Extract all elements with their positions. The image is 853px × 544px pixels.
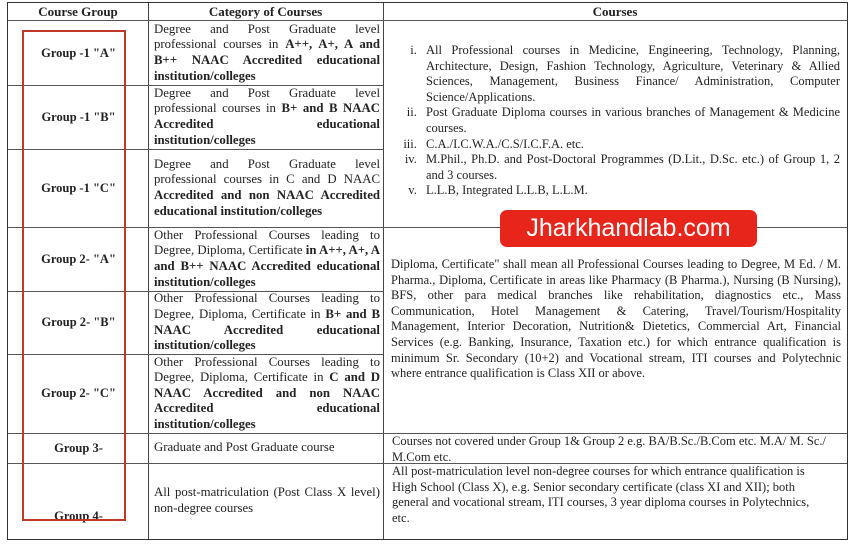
category-cell (154, 463, 380, 539)
group-label: Group 4- (54, 508, 103, 523)
category-text: Degree and Post Graduate level professional courses in C and D NAAC (154, 156, 380, 187)
header-courses: Courses (592, 4, 638, 19)
category-text: Degree and Post Graduate level professional courses in (154, 21, 380, 52)
courses-group4-cell: All post-matriculation level non-degree courses for which entrance qualification is High School (Class X), e.g. Senior secondary certificate (class XI and XII); both general and vocational stream, ITI courses, 3 year diploma courses in Polytechnics, etc. (392, 464, 810, 525)
category-text: Degree and Post Graduate level professional courses in (154, 85, 380, 116)
course-list-item: ii. Post Graduate Diploma courses in various branches of Management & Medicine courses. (420, 105, 840, 136)
courses-group2-cell: Diploma, Certificate" shall mean all Professional Courses leading to Degree, M Ed. / M. Pharma., Diploma, Certificate in areas like Pharmacy (B Pharma.), Nursing (B Nursing), BFS, other para medical branches like rehabilitation, diagnostics etc., Mass Communication, Hotel Management & Catering, Travel/Tourism/Hospitality Management, Interior Decoration, Nutrition& Dietetics, Commercial Art, Financial Services (e.g. Banking, Insurance, Taxation etc.) for which entrance qualification is minimum Sr. Secondary (10+2) and Vocational stream, ITI courses and Polytechnic where entrance qualification is Class XII or above. (391, 257, 841, 381)
category-text-bold: in A++, A+, A and B++ NAAC Accredited educational institution/colleges (154, 243, 380, 289)
group-label: Group -1 "B" (41, 109, 116, 124)
category-cell (154, 354, 380, 433)
course-list-item: iii. C.A./I.C.W.A./C.S/I.C.F.A. etc. (420, 137, 840, 153)
category-text: Other Professional Courses leading to Degree, Diploma, Certificate in (154, 354, 380, 385)
column-divider (383, 3, 384, 539)
course-list-item: i. All Professional courses in Medicine, Engineering, Technology, Planning, Architecture, Design, Fashion Technology, Agriculture, Veterinary & Allied Sciences, Management, Business Finance/ Administration, Computer Science/Applications. (420, 43, 840, 105)
category-text-bold: B+ and B NAAC Accredited educational institution/colleges (154, 101, 381, 147)
category-cell (154, 291, 380, 354)
category-text-bold: B+ and B NAAC Accredited educational institution/colleges (154, 306, 380, 353)
course-group-table (7, 2, 848, 540)
category-text-bold: Accredited and non NAAC Accredited educational institution/colleges (154, 188, 380, 218)
group-label: Group 3- (54, 440, 103, 455)
category-cell (154, 227, 380, 291)
group-label: Group 2- "B" (41, 315, 116, 329)
category-text: All post-matriculation (Post Class X level) non-degree courses (154, 485, 380, 515)
courses-group3-cell: Courses not covered under Group 1& Group 2 e.g. BA/B.Sc./B.Com etc. M.A/ M. Sc./ M.Com etc. (392, 434, 826, 464)
group-label: Group 2- "C" (41, 386, 116, 400)
category-text: Other Professional Courses leading to Degree, Diploma, Certificate in (154, 291, 380, 321)
category-cell (154, 433, 380, 463)
category-cell (154, 85, 380, 149)
category-text: Other Professional Courses leading to Degree, Diploma, Certificate (154, 227, 380, 258)
group-highlight-box (22, 30, 126, 521)
course-list-item: v. L.L.B, Integrated L.L.B, L.L.M. (420, 183, 840, 199)
course-list-item: iv. M.Phil., Ph.D. and Post-Doctoral Programmes (D.Lit., D.Sc. etc.) of Group 1, 2 and 3 courses. (420, 152, 840, 183)
courses-group1-cell (392, 43, 840, 199)
watermark-badge: Jharkhandlab.com (500, 210, 757, 247)
category-text-bold: C and D NAAC Accredited and non NAAC Accredited educational institution/colleges (154, 370, 380, 431)
group-label: Group 2- "A" (41, 251, 116, 266)
group-label: Group -1 "C" (41, 180, 116, 195)
header-course-group: Course Group (38, 4, 118, 19)
category-text-bold: A++, A+, A and B++ NAAC Accredited educational institution/colleges (154, 37, 380, 83)
group-label: Group -1 "A" (41, 45, 116, 60)
category-text: Graduate and Post Graduate course (154, 440, 335, 455)
category-cell (154, 149, 380, 227)
header-category: Category of Courses (208, 4, 323, 19)
category-cell (154, 21, 380, 85)
